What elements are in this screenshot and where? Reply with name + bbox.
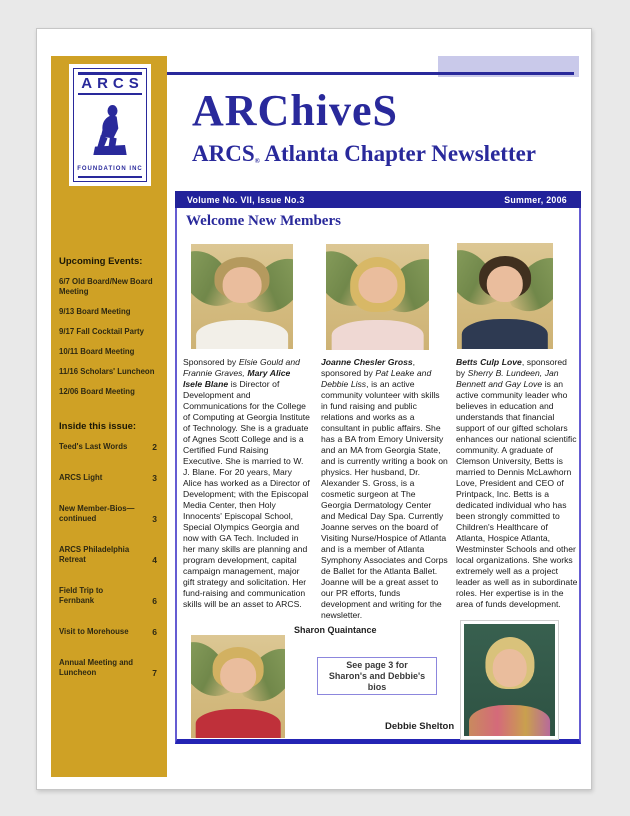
photo-mary-alice-blane bbox=[191, 244, 293, 349]
arcs-logo bbox=[69, 64, 151, 186]
toc-item-page: 3 bbox=[152, 514, 157, 524]
toc-item-label: Visit to Morehouse bbox=[59, 627, 129, 636]
photo-betts-culp-love bbox=[457, 243, 553, 349]
toc-item-page: 7 bbox=[152, 668, 157, 678]
event-item: 11/16 Scholars' Luncheon bbox=[59, 367, 155, 376]
toc-item-label: Field Trip to Fernbank bbox=[59, 586, 104, 605]
toc-item-label: ARCS Philadelphia Retreat bbox=[59, 545, 130, 564]
toc-item-page: 6 bbox=[152, 596, 157, 606]
debbie-caption: Debbie Shelton bbox=[385, 721, 455, 732]
toc-item-page: 2 bbox=[152, 442, 157, 452]
sidebar bbox=[51, 56, 167, 777]
toc-item-label: New Member-Bios—continued bbox=[59, 504, 135, 523]
bio-joanne-chesler-gross: Joanne Chesler Gross, sponsored by Pat Leake and Debbie Liss, is an active community volunteer with skills in fund raising and public relations and works as a consultant in public affairs. She has a BA from Emory University and an MA from Georgia State, and is currently writing a book on physics. Her husband, Dr. Alexander S. Gross, is a cosmetic surgeon at The Georgia Dermatology Center and Medical Day Spa. Currently Joanne serves on the board of Visiting Nurse/Hospice of Atlanta and is a member of Atlanta Symphony Associates and Corps de Ballet for the Atlanta Ballet. Joanne will be a great asset to our PR efforts, funds development and writing for the newsletter. bbox=[321, 357, 448, 620]
toc-item bbox=[59, 658, 159, 678]
event-item: 12/06 Board Meeting bbox=[59, 387, 135, 396]
photo-sharon-quaintance bbox=[191, 635, 285, 738]
season-text: Summer, 2006 bbox=[504, 194, 567, 205]
bio-betts-culp-love: Betts Culp Love, sponsored by Sherry B. Lundeen, Jan Bennett and Gay Love is an active community leader who believes in education and understands that financial support of our gifted scholars enhances our national scientific community. A graduate of Clemson University, Betts is married to Dennis McLawhorn Love, President and CEO of Printpack, Inc. Betts is a dedicated individual who has been strongly committed to Children's Healthcare of Atlanta, Hospice Atlanta, Westminster Schools and other local organizations. She works extremely well as a project leader as well as in subordinate roles. Her expertise is in the area of funds development. bbox=[456, 357, 578, 609]
subtitle-org: ARCS bbox=[192, 141, 255, 166]
toc-item bbox=[59, 627, 159, 637]
callout-box: See page 3 for Sharon's and Debbie's bios bbox=[317, 657, 437, 695]
toc-item-label: Annual Meeting and Luncheon bbox=[59, 658, 134, 677]
event-item: 6/7 Old Board/New Board Meeting bbox=[59, 277, 153, 296]
newsletter-title: ARChiveS bbox=[192, 86, 399, 135]
logo-rule-bottom bbox=[78, 176, 142, 178]
toc-item-page: 4 bbox=[152, 555, 157, 565]
toc-item-page: 6 bbox=[152, 627, 157, 637]
arcs-logo-frame bbox=[73, 68, 147, 182]
volume-issue-text: Volume No. VII, Issue No.3 bbox=[187, 194, 305, 205]
table-of-contents bbox=[59, 421, 159, 699]
toc-item-page: 3 bbox=[152, 473, 157, 483]
toc-item-label: Teed's Last Words bbox=[59, 442, 128, 451]
registered-mark: ® bbox=[254, 157, 260, 165]
toc-item bbox=[59, 442, 159, 452]
masthead-rule bbox=[167, 72, 574, 75]
newsletter-subtitle bbox=[192, 141, 536, 167]
event-item: 9/17 Fall Cocktail Party bbox=[59, 327, 144, 336]
volume-bar bbox=[175, 191, 581, 208]
toc-item-label: ARCS Light bbox=[59, 473, 103, 482]
toc-item bbox=[59, 586, 159, 606]
toc-item bbox=[59, 473, 159, 483]
event-item: 9/13 Board Meeting bbox=[59, 307, 131, 316]
newsletter-page bbox=[36, 28, 592, 790]
upcoming-events bbox=[59, 256, 159, 407]
photo-debbie-shelton bbox=[461, 621, 558, 739]
toc-heading: Inside this issue: bbox=[59, 421, 137, 432]
subtitle-rest: Atlanta Chapter Newsletter bbox=[259, 141, 537, 166]
bio-mary-alice-blane: Sponsored by Elsie Gould and Frannie Graves, Mary Alice Isele Blane is Director of Development and Communications for the College of Computing at Georgia Institute of Technology. She is a graduate of Agnes Scott College and is a Certified Fund Raising Executive. She is married to W. J. Blane. For 20 years, Mary Alice has worked as a Director of Development; with the Episcopal Media Center, then Holy Innocents' Episcopal School, Special Olympics Georgia and now with GA Tech. Included in her many skills are planning and program development, capital campaign management, major gift strategy and solicitation. Her fund-raising and communication skills will be an asset to ARCS. bbox=[183, 357, 310, 609]
logo-tagline: FOUNDATION INC bbox=[77, 166, 143, 172]
thinker-icon bbox=[85, 95, 135, 165]
photo-joanne-chesler-gross bbox=[326, 244, 429, 350]
logo-org-name: ARCS bbox=[81, 75, 144, 92]
sharon-caption: Sharon Quaintance bbox=[294, 625, 377, 635]
toc-item bbox=[59, 504, 159, 524]
section-heading: Welcome New Members bbox=[186, 213, 341, 229]
upcoming-events-heading: Upcoming Events: bbox=[59, 256, 143, 267]
toc-item bbox=[59, 545, 159, 565]
event-item: 10/11 Board Meeting bbox=[59, 347, 135, 356]
